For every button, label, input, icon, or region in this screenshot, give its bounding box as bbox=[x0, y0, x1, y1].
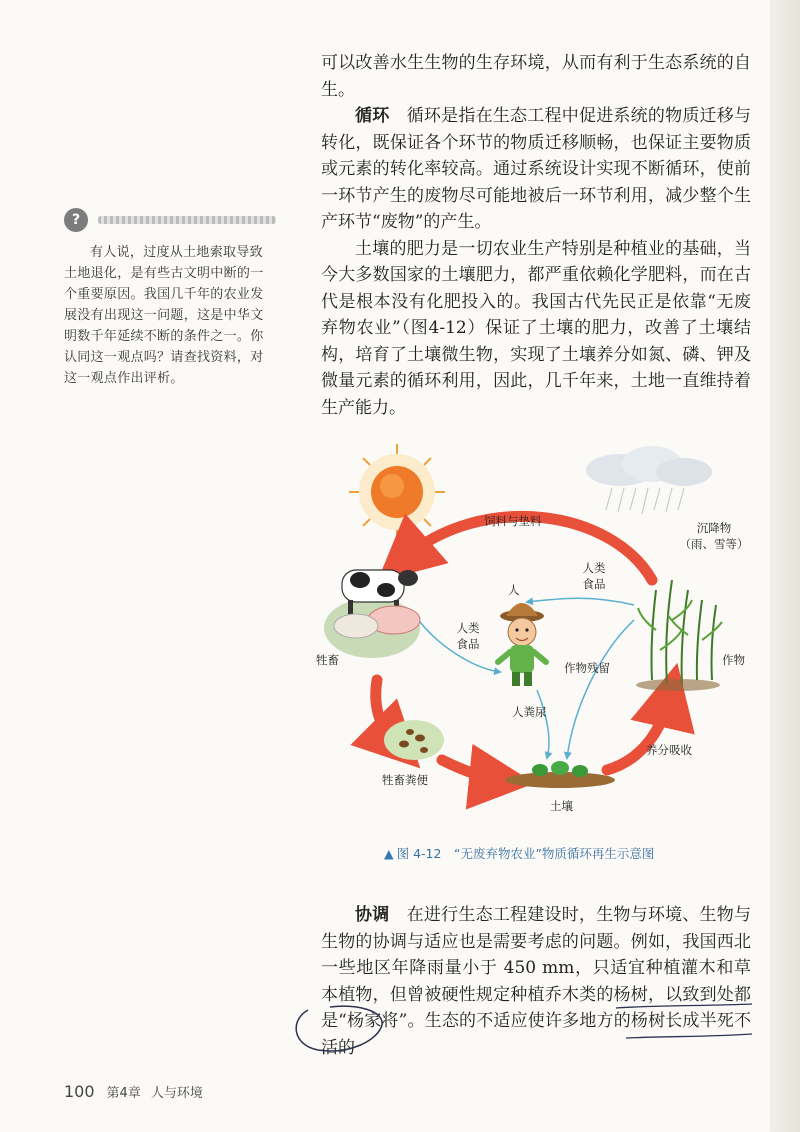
term-cycle: 循环 bbox=[355, 106, 390, 126]
thinking-icon: ? bbox=[64, 208, 88, 232]
label-precipitation-line2: （雨、雪等） bbox=[679, 537, 749, 551]
page-edge-shadow bbox=[770, 0, 800, 1132]
page-number: 100 bbox=[64, 1082, 95, 1101]
main-text-lower bbox=[321, 902, 751, 1061]
paragraph-soil: 土壤的肥力是一切农业生产特别是种植业的基础，当今大多数国家的土壤肥力，都严重依赖化学肥料，而在古代是根本没有化肥投入的。我国古代先民正是依靠“无废弃物农业”（图4-12）保证了土壤的肥力，改善了土壤结构，培育了土壤微生物，实现了土壤养分如氮、磷、钾及微量元素的循环利用，因此，几千年来，土地一直维持着生产能力。 bbox=[321, 238, 751, 418]
caption-triangle-icon: ▲ bbox=[384, 846, 394, 861]
paragraph-coordination bbox=[321, 902, 751, 1061]
side-note-header bbox=[64, 208, 276, 234]
side-note-decorative-bar bbox=[98, 216, 276, 224]
label-human-food-left-line2: 食品 bbox=[456, 637, 480, 651]
corn-crops-icon bbox=[636, 580, 722, 691]
label-crop-residue: 作物残留 bbox=[564, 661, 610, 675]
paragraph-cycle bbox=[321, 103, 751, 236]
livestock-manure-icon bbox=[384, 720, 444, 760]
label-human: 人 bbox=[508, 583, 520, 597]
label-feed-and-bedding: 饲料与垫料 bbox=[484, 514, 542, 528]
soil-icon bbox=[505, 761, 615, 788]
side-note-text: 有人说，过度从土地索取导致土地退化，是有些古文明中断的一个重要原因。我国几千年的农业发展没有出现这一问题，这是中华文明数千年延续不断的条件之一。你认同这一观点吗？请查找资料，对这一观点作出评析。 bbox=[64, 245, 264, 386]
label-precipitation bbox=[664, 520, 764, 552]
label-soil: 土壤 bbox=[550, 799, 573, 813]
label-livestock-manure: 牲畜粪便 bbox=[382, 773, 428, 787]
label-livestock: 牲畜 bbox=[316, 653, 339, 667]
figure-caption-text: 图 4-12 “无废弃物农业”物质循环再生示意图 bbox=[396, 846, 655, 861]
label-precipitation-line1: 沉降物 bbox=[696, 521, 732, 535]
arrow-crop-residue-to-soil bbox=[567, 620, 634, 758]
label-human-food-left-line1: 人类 bbox=[456, 621, 480, 635]
rain-cloud-icon bbox=[586, 446, 712, 514]
label-human-food-left bbox=[448, 620, 488, 652]
main-text-upper bbox=[321, 50, 751, 421]
chapter-label: 第4章 bbox=[106, 1086, 141, 1101]
label-human-food-top-line2: 食品 bbox=[582, 577, 606, 591]
sun-icon bbox=[349, 444, 445, 540]
label-human-food-top-line1: 人类 bbox=[582, 561, 606, 575]
label-human-food-top bbox=[574, 560, 614, 592]
figure-4-12 bbox=[312, 440, 772, 840]
arrow-soil-to-crops bbox=[607, 695, 670, 770]
label-crops: 作物 bbox=[722, 653, 745, 667]
arrow-manure-to-soil bbox=[442, 760, 502, 780]
label-nutrient-uptake: 养分吸收 bbox=[646, 743, 692, 757]
coordination-text: 在进行生态工程建设时，生物与环境、生物与生物的协调与适应也是需要考虑的问题。例如，我国西北一些地区年降雨量小于 450 mm，只适宜种植灌木和草本植物，但曾被硬性规定种植乔木类的杨树，以致到处都是“杨家将”。生态的不适应使许多地方的杨树长成半死不活的 bbox=[321, 905, 752, 1058]
arrow-human-waste-to-soil bbox=[537, 690, 549, 758]
cycle-diagram bbox=[312, 440, 772, 840]
label-human-waste: 人粪尿 bbox=[512, 705, 547, 719]
livestock-icon bbox=[324, 570, 420, 658]
chapter-title: 人与环境 bbox=[150, 1086, 203, 1101]
cycle-text: 循环是指在生态工程中促进系统的物质迁移与转化，既保证各个环节的物质迁移顺畅，也保证主要物质或元素的转化率较高。通过系统设计实现不断循环，使前一环节产生的废物尽可能地被后一环节利用，减少整个生产环节“废物”的产生。 bbox=[321, 106, 752, 232]
arrow-crops-food-to-human bbox=[527, 598, 634, 605]
paragraph-intro: 可以改善水生生物的生存环境，从而有利于生态系统的自生。 bbox=[321, 53, 751, 100]
farmer-icon bbox=[498, 603, 546, 686]
page-footer bbox=[64, 1082, 203, 1101]
term-coordination: 协调 bbox=[355, 905, 390, 925]
figure-caption bbox=[384, 844, 654, 862]
side-note-box bbox=[64, 208, 276, 389]
